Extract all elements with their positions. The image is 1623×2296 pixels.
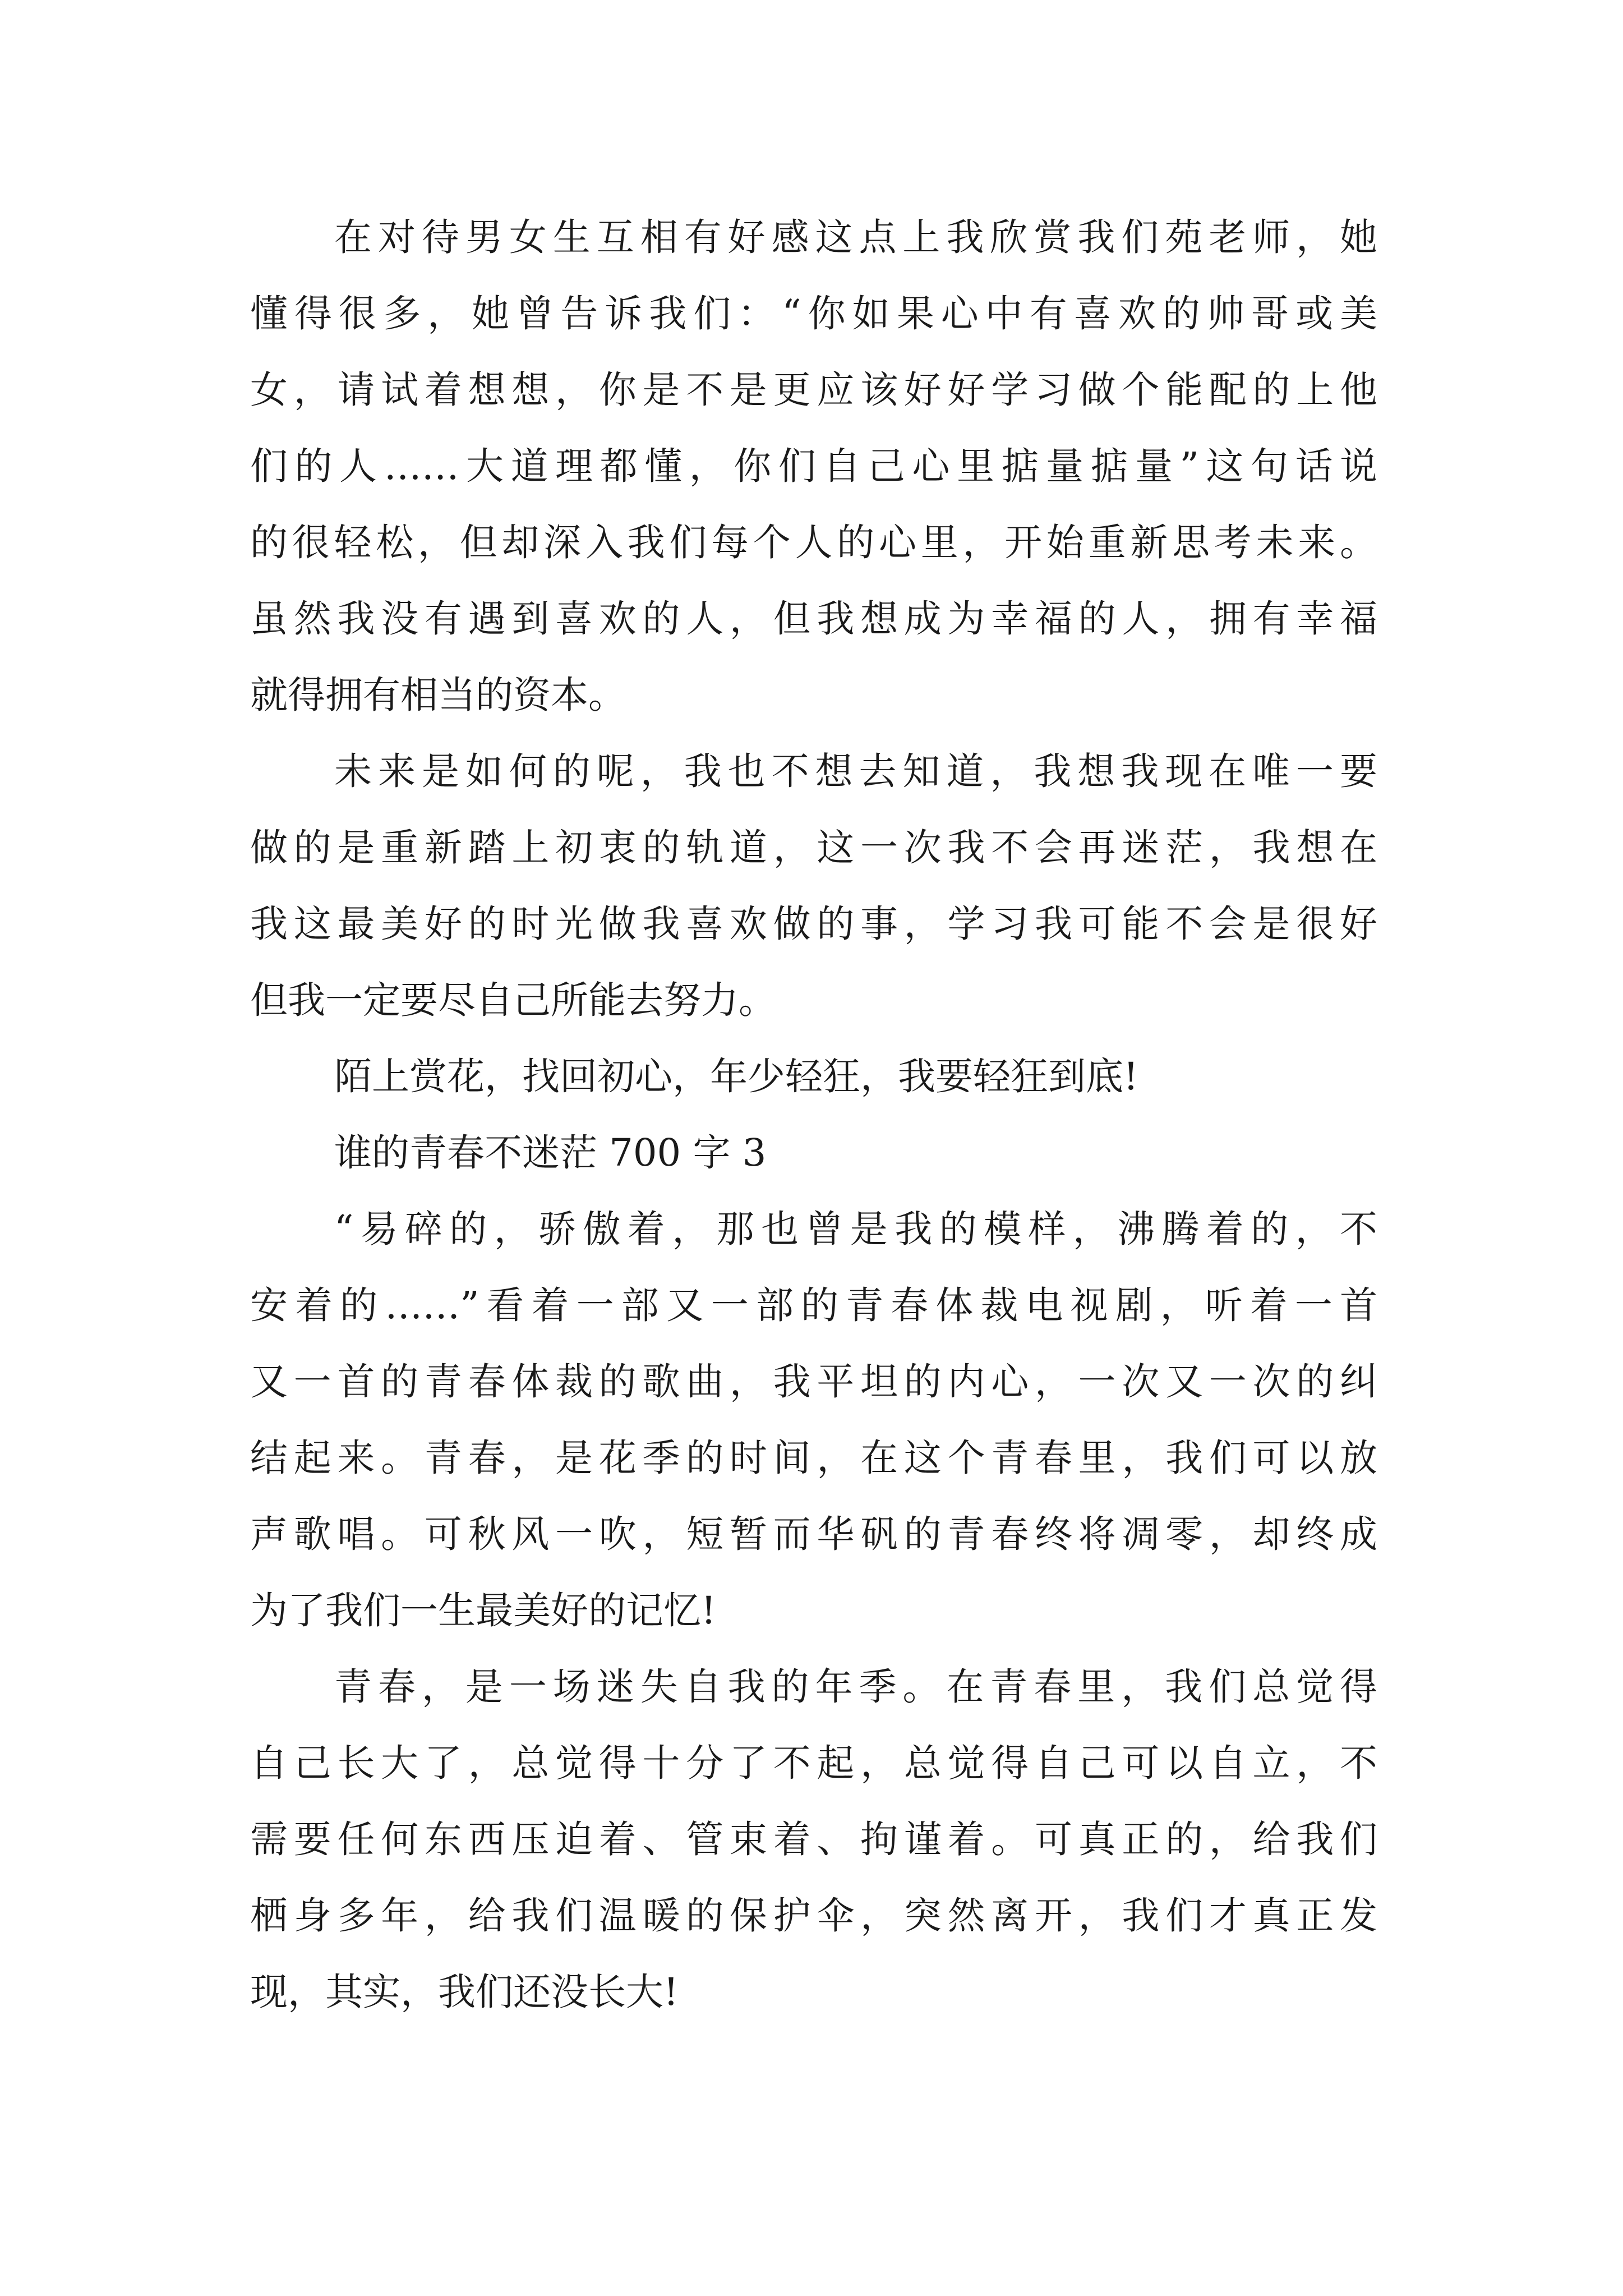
section-title: 谁的青春不迷茫 700 字 3 (334, 1131, 767, 1175)
paragraph-line: 又一首的青春体裁的歌曲，我平坦的内心，一次又一次的纠 (250, 1360, 1377, 1404)
document-body (250, 199, 1377, 2030)
paragraph-line: 未来是如何的呢，我也不想去知道，我想我现在唯一要 (334, 749, 1377, 793)
paragraph-line: 女，请试着想想，你是不是更应该好好学习做个能配的上他 (250, 368, 1377, 412)
paragraph-line: 但我一定要尽自己所能去努力。 (250, 978, 776, 1022)
paragraph-line: 安着的……”看着一部又一部的青春体裁电视剧，听着一首 (250, 1283, 1377, 1327)
paragraph-line: 虽然我没有遇到喜欢的人，但我想成为幸福的人，拥有幸福 (250, 597, 1377, 641)
paragraph-line: 们的人……大道理都懂，你们自己心里掂量掂量”这句话说 (250, 444, 1377, 488)
paragraph-line: 需要任何东西压迫着、管束着、拘谨着。可真正的，给我们 (250, 1818, 1377, 1861)
paragraph-line: 在对待男女生互相有好感这点上我欣赏我们苑老师，她 (334, 215, 1377, 259)
paragraph-line: 就得拥有相当的资本。 (250, 673, 626, 717)
paragraph-line: 我这最美好的时光做我喜欢做的事，学习我可能不会是很好 (250, 902, 1377, 946)
paragraph-line: 陌上赏花，找回初心，年少轻狂，我要轻狂到底! (334, 1055, 1138, 1098)
paragraph-line: 声歌唱。可秋风一吹，短暂而华矾的青春终将凋零，却终成 (250, 1512, 1377, 1556)
paragraph-line: 青春，是一场迷失自我的年季。在青春里，我们总觉得 (334, 1665, 1377, 1709)
paragraph-line: 懂得很多，她曾告诉我们：“你如果心中有喜欢的帅哥或美 (250, 292, 1377, 335)
paragraph-line: 自己长大了，总觉得十分了不起，总觉得自己可以自立，不 (250, 1741, 1377, 1785)
paragraph-line: 现，其实，我们还没长大! (250, 1970, 679, 2014)
paragraph-line: 为了我们一生最美好的记忆! (250, 1589, 716, 1632)
paragraph-line: 结起来。青春，是花季的时间，在这个青春里，我们可以放 (250, 1436, 1377, 1480)
paragraph-line: 做的是重新踏上初衷的轨道，这一次我不会再迷茫，我想在 (250, 826, 1377, 869)
paragraph-line: “易碎的，骄傲着，那也曾是我的模样，沸腾着的，不 (334, 1207, 1377, 1251)
paragraph-line: 的很轻松，但却深入我们每个人的心里，开始重新思考未来。 (250, 521, 1377, 564)
paragraph-line: 栖身多年，给我们温暖的保护伞，突然离开，我们才真正发 (250, 1894, 1377, 1938)
